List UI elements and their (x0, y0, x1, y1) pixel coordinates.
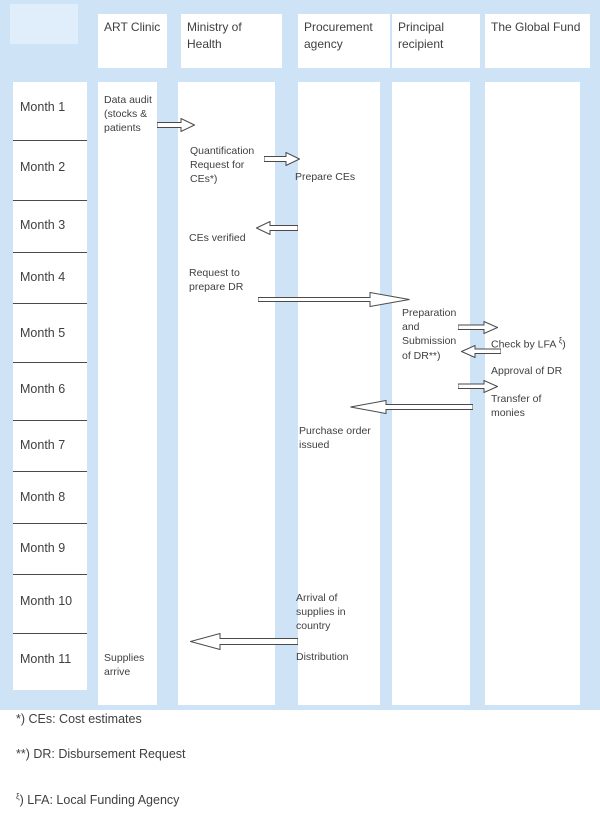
arrow-right-icon-approval (458, 380, 498, 393)
note-data-audit: Data audit (stocks & patients (104, 94, 152, 135)
note-preparation-submission: Preparation and Submission of DR**) (402, 307, 457, 362)
month-divider-10-11 (13, 633, 87, 634)
lfa-footnote-marker: ξ (558, 336, 563, 345)
note-ces-verified: CEs verified (189, 232, 246, 244)
arrow-right-icon-submission-dr (458, 321, 498, 334)
month-label-9: Month 9 (20, 541, 66, 555)
month-divider-2-3 (13, 200, 87, 201)
arrow-left-icon-check-return (461, 345, 501, 358)
note-purchase-order: Purchase order issued (299, 425, 371, 452)
note-request-dr: Request to prepare DR (189, 267, 244, 294)
month-divider-7-8 (13, 471, 87, 472)
month-divider-9-10 (13, 574, 87, 575)
note-transfer-of-monies: Transfer of monies (491, 393, 542, 420)
note-distribution: Distribution (296, 651, 349, 663)
lfa-footnote-text: ) LFA: Local Funding Agency (19, 793, 180, 808)
lane-principal-recipient (392, 82, 470, 705)
note-arrival-of-supplies: Arrival of supplies in country (296, 592, 346, 633)
lane-header-procurement-agency: Procurement agency (298, 14, 390, 68)
month-label-3: Month 3 (20, 218, 66, 232)
month-label-6: Month 6 (20, 382, 66, 396)
month-divider-3-4 (13, 252, 87, 253)
note-prepare-ces: Prepare CEs (295, 171, 356, 183)
arrow-right-icon-data-audit (157, 118, 195, 132)
note-supplies-arrive: Supplies arrive (104, 652, 145, 679)
month-divider-4-5 (13, 303, 87, 304)
month-divider-6-7 (13, 420, 87, 421)
lane-header-art-clinic: ART Clinic (98, 14, 167, 68)
note-check-by-lfa (491, 336, 566, 352)
month-divider-8-9 (13, 523, 87, 524)
month-divider-5-6 (13, 362, 87, 363)
month-divider-1-2 (13, 140, 87, 141)
month-label-5: Month 5 (20, 326, 66, 340)
lane-header-principal-recipient: Principal recipient (392, 14, 480, 68)
lane-art-clinic (98, 82, 157, 705)
month-label-4: Month 4 (20, 270, 66, 284)
arrow-right-icon-request-dr (258, 292, 410, 307)
note-approval-of-dr: Approval of DR (491, 365, 563, 377)
footnote-lfa (16, 792, 179, 807)
month-label-8: Month 8 (20, 490, 66, 504)
lane-header-ministry-of-health: Ministry of Health (181, 14, 282, 68)
arrow-left-icon-ces-verified (256, 221, 298, 235)
month-label-11: Month 11 (20, 652, 72, 666)
note-quantification: Quantification Request for CEs*) (190, 145, 255, 186)
month-label-1: Month 1 (20, 100, 66, 114)
month-label-2: Month 2 (20, 160, 66, 174)
month-column-header-box (10, 4, 78, 44)
check-lfa-text: Check by LFA (491, 338, 559, 351)
month-label-7: Month 7 (20, 438, 66, 452)
month-label-10: Month 10 (20, 594, 73, 608)
lfa-footnote-symbol: ξ (16, 792, 20, 801)
check-lfa-paren: ) (562, 338, 566, 351)
lane-header-global-fund: The Global Fund (485, 14, 590, 68)
footnote-ces: *) CEs: Cost estimates (16, 712, 142, 726)
footnote-dr: **) DR: Disbursement Request (16, 747, 186, 761)
arrow-right-icon-quantification (264, 152, 300, 166)
arrow-left-icon-distribution (190, 633, 298, 650)
arrow-left-icon-transfer-monies (350, 400, 473, 414)
